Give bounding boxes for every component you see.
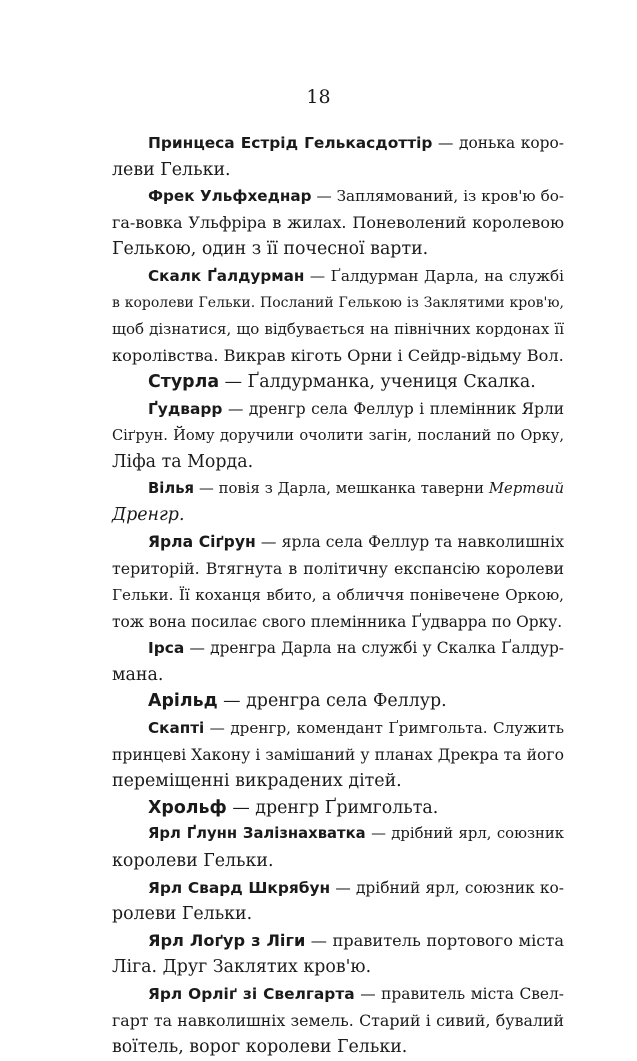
character-name: Принцеса Естрід Гелькасдоттір [148,134,433,152]
character-name: Арільд [148,691,218,712]
character-description: — дрібний ярл, союзник [365,825,565,843]
character-description: — правитель портового міста [305,930,564,950]
entry-first-line [112,821,564,848]
character-name: Ірса [148,639,185,658]
entry-first-line [112,529,564,556]
character-description: — дренгра села Феллур. [217,691,447,712]
character-entry [112,715,564,795]
entry-first-line [112,130,564,157]
entry-line: Ліга. Друг Заклятих кров'ю. [112,957,372,978]
entry-first-line [112,875,564,902]
character-description: — ярла села Феллур та навколишніх [255,532,564,551]
character-description: — донька коро- [432,134,564,152]
tavern-name: Мертвий [488,479,564,497]
entry-first-line [112,795,564,822]
entry-first-line [112,635,564,662]
character-description: — Заплямований, із кров'ю бо- [311,187,565,206]
page-number: 18 [306,86,331,108]
entry-line: територій. Втягнута в політичну експансію королеви [112,558,564,578]
character-description: — Ґалдурман Дарла, на службі [304,266,564,285]
character-description: — дренгра Дарла на службі у Скалка Ґалдур- [184,639,564,658]
entry-line: Дренгр. [112,505,185,526]
character-entry [112,130,564,183]
character-name: Ярла Сіґрун [148,532,256,551]
entry-line: гарт та навколишніх земель. Старий і сивий, бувалий [112,1010,564,1030]
entry-line: леви Гельки. [112,159,231,180]
character-entry [112,476,564,529]
character-entry [112,928,564,981]
entry-line: Гелькою, один з її почесної варти. [112,239,429,260]
character-entry [112,981,564,1061]
character-description: — повія з Дарла, мешканка таверни [194,479,489,497]
entry-line: тож вона посилає свого племінника Ґудварра по Орку. [112,612,563,631]
entry-line: мана. [112,664,164,685]
character-name: Ярл Лоґур з Ліги [148,930,306,950]
character-name: Стурла [148,372,220,393]
character-description: — дрібний ярл, союзник ко- [330,878,564,897]
character-description: — дренгр села Феллур і племінник Ярли [222,399,564,418]
character-entry [112,369,564,396]
character-name: Скапті [148,719,205,738]
character-description: — правитель міста Свел- [354,985,564,1003]
entry-first-line [112,715,564,742]
character-name: Ярл Орліґ зі Свелгарта [148,985,355,1003]
entry-line: Сіґрун. Йому доручили очолити загін, посланий по Орку, [112,426,564,444]
entry-line: переміщенні викрадених дітей. [112,771,402,792]
entry-line: Ліфа та Морда. [112,452,254,473]
character-entry [112,688,564,715]
character-entry [112,263,564,369]
entry-first-line [112,369,564,396]
entry-first-line [112,928,564,955]
character-name: Фрек Ульфхеднар [148,187,312,206]
character-entry [112,821,564,874]
entry-line: принцеві Хакону і замішаний у планах Дрекра та його [112,745,564,764]
entry-line: в королеви Гельки. Посланий Гелькою із Заклятими кров'ю, [112,294,564,311]
entry-line: щоб дізнатися, що відбувається на північних кордонах її [112,320,564,339]
character-description: — дренгр, комендант Ґримгольта. Служить [204,719,564,738]
character-entry [112,183,564,263]
entry-line: Гельки. Її коханця вбито, а обличчя понівечене Оркою, [112,586,564,605]
entry-first-line [112,981,564,1008]
entry-line: ролеви Гельки. [112,904,253,925]
entry-line: королівства. Викрав кіготь Орни і Сейдр-відьму Вол. [112,345,564,365]
entry-first-line [112,476,564,503]
character-name: Скалк Ґалдурман [148,266,305,285]
character-name: Ярл Ґлунн Залізнахватка [148,825,366,843]
character-name: Вілья [148,479,195,497]
entry-first-line [112,183,564,210]
entry-line: воїтель, ворог королеви Гельки. [112,1037,408,1058]
character-entry [112,875,564,928]
character-entry [112,795,564,822]
character-entry [112,396,564,476]
character-list [112,130,564,1061]
character-entry [112,635,564,688]
entry-first-line [112,263,564,290]
character-name: Хрольф [148,797,227,818]
entry-first-line [112,396,564,423]
character-name: Ґудварр [148,399,223,418]
entry-first-line [112,688,564,715]
entry-line: королеви Гельки. [112,851,274,872]
character-description: — дренгр Ґримгольта. [226,797,439,818]
entry-line: га-вовка Ульфріра в жилах. Поневолений королевою [112,212,564,232]
character-entry [112,529,564,635]
character-name: Ярл Свард Шкрябун [148,878,331,897]
character-description: — Ґалдурманка, учениця Скалка. [219,372,536,393]
